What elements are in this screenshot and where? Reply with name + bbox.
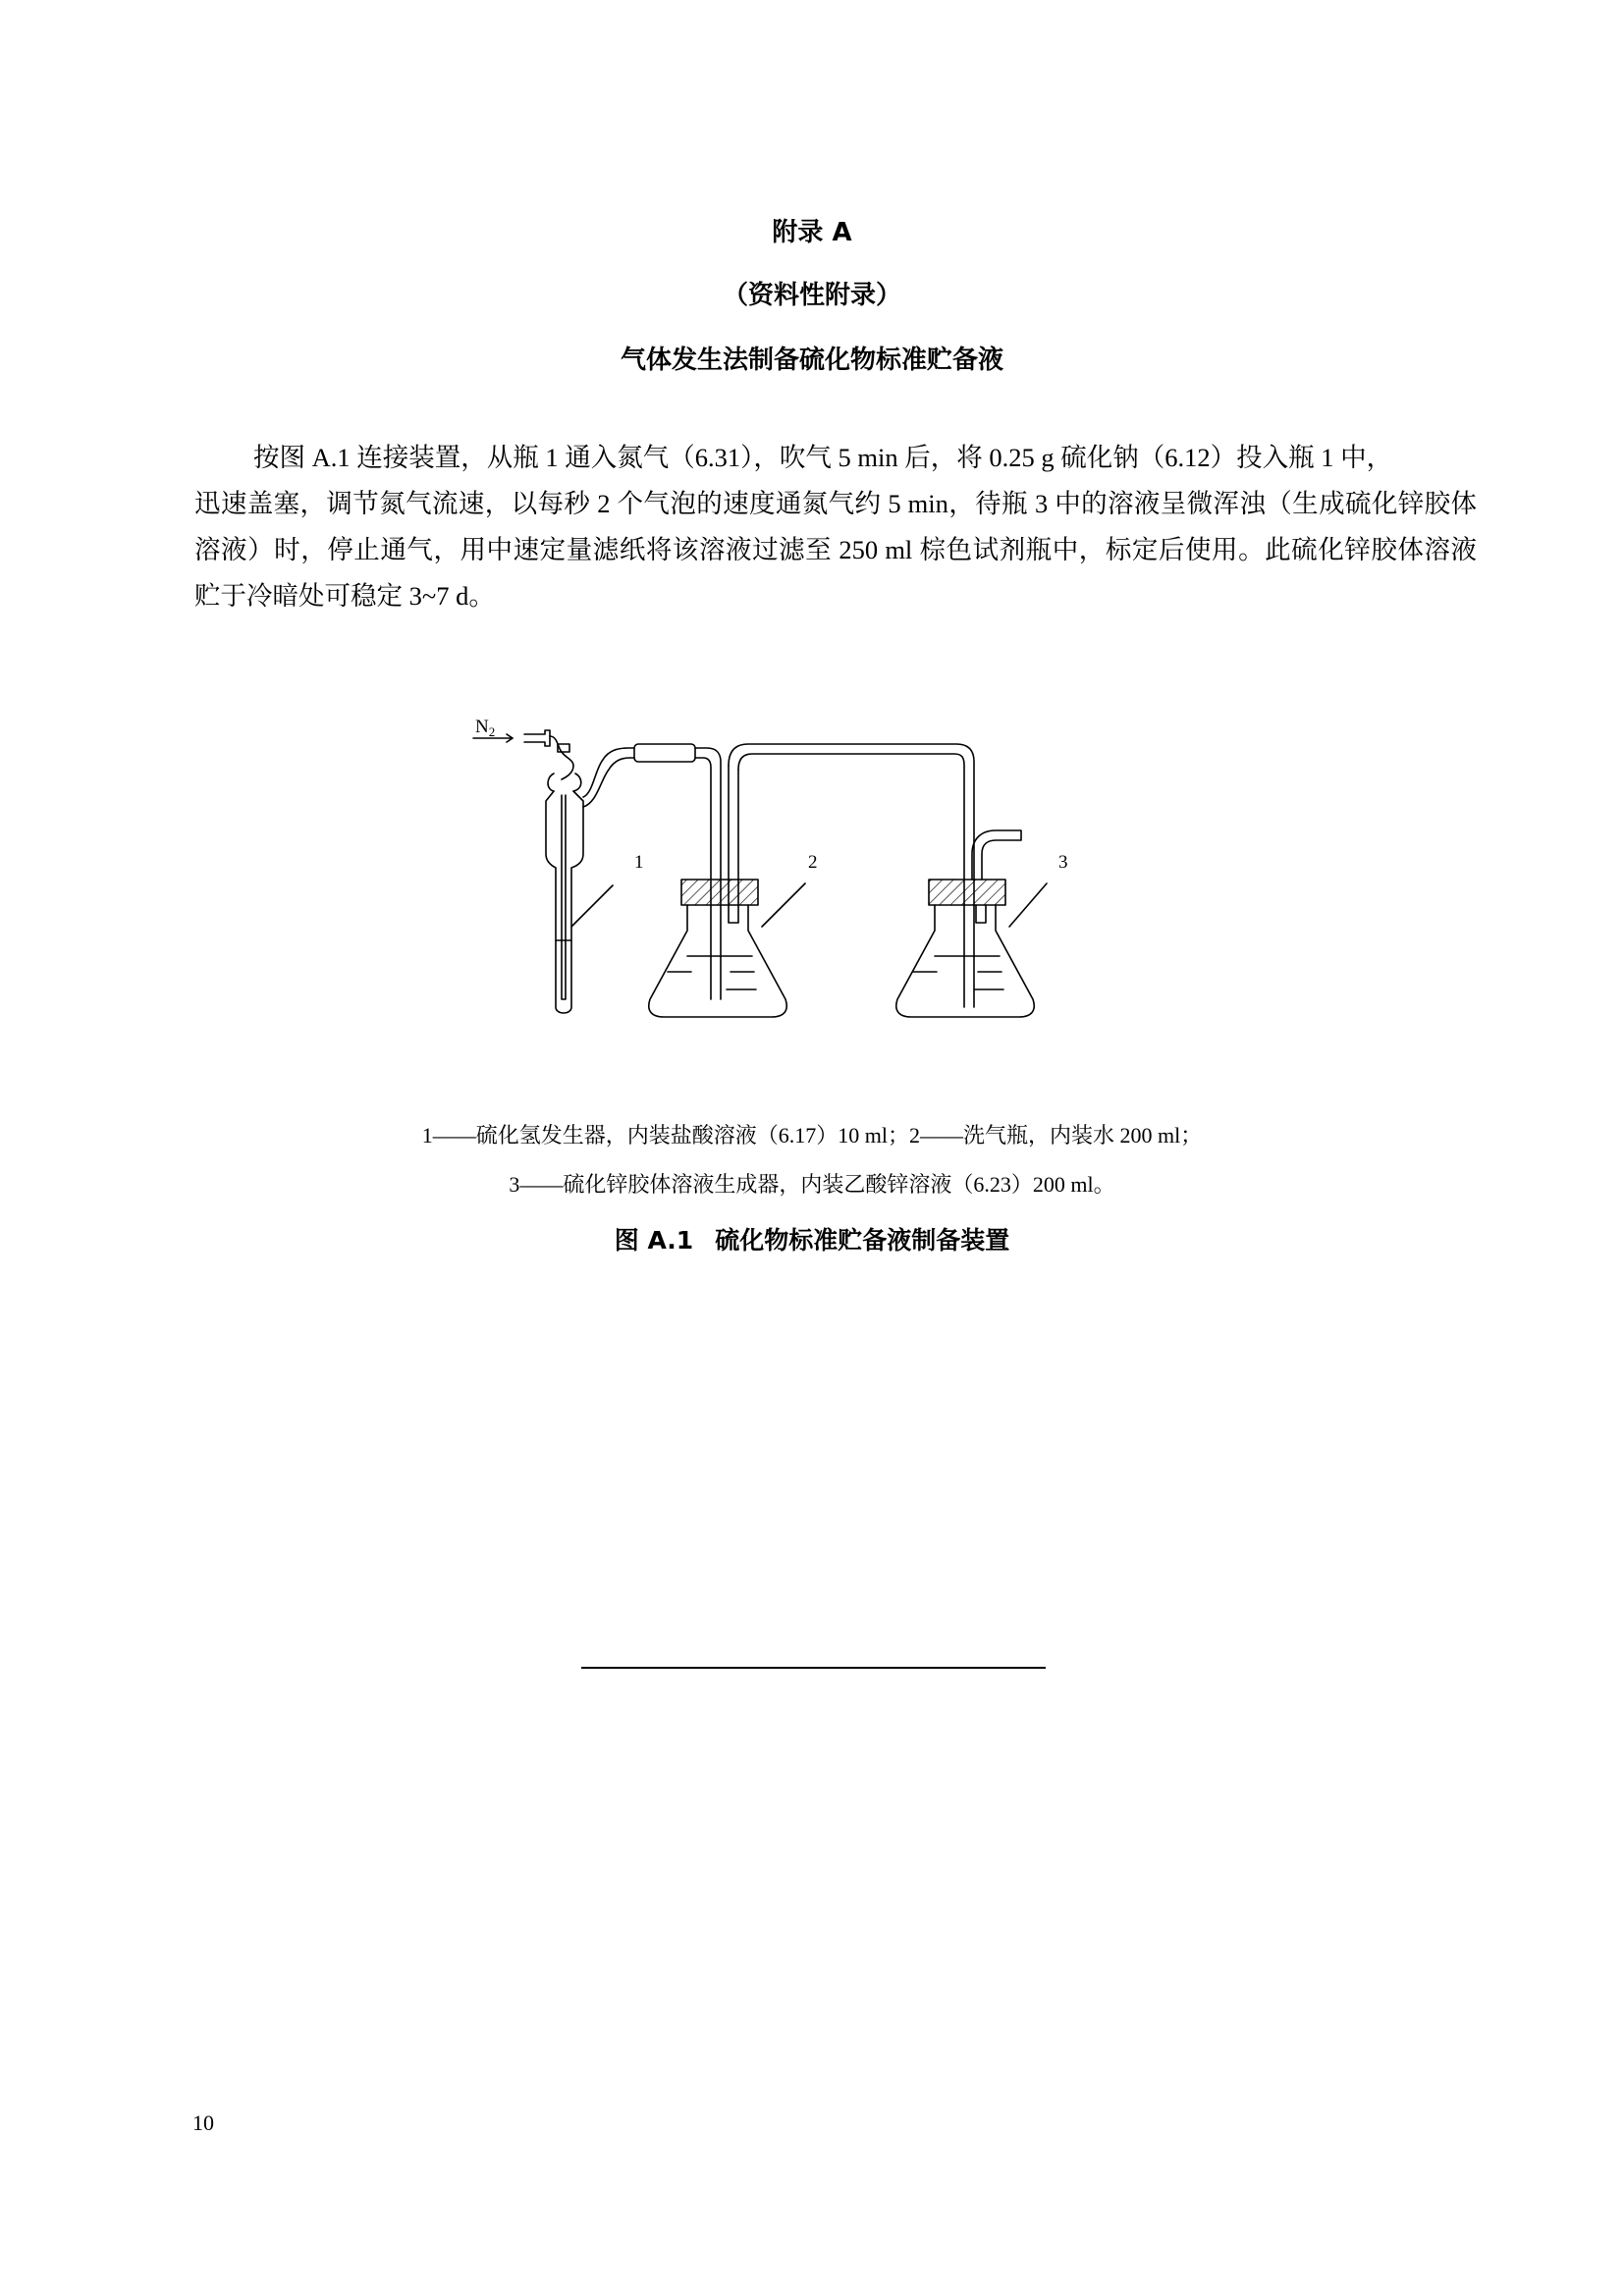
figure-legend-line2: 3——硫化锌胶体溶液生成器，内装乙酸锌溶液（6.23）200 ml。 xyxy=(509,1172,1115,1197)
paragraph-first-line: 按图 A.1 连接装置，从瓶 1 通入氮气（6.31），吹气 5 min 后，将 0.25 g 硫化钠（6.12）投入瓶 1 中， xyxy=(253,443,1393,472)
figure-legend-line1: 1——硫化氢发生器，内装盐酸溶液（6.17）10 ml；2——洗气瓶，内装水 200 ml； xyxy=(421,1123,1203,1148)
part-label-2: 2 xyxy=(808,852,818,873)
generator-flask xyxy=(896,830,1034,1017)
leader-line-1 xyxy=(571,885,613,927)
figure-title xyxy=(0,1221,1624,1256)
appendix-title: 附录 A xyxy=(772,218,852,247)
figure-number: 图 A.1 xyxy=(614,1226,694,1255)
page-number: 10 xyxy=(192,2110,214,2135)
gas-label: $N_2$ xyxy=(475,717,496,739)
body-paragraph xyxy=(194,435,1477,619)
part-label-3: 3 xyxy=(1058,852,1068,873)
part-label-1: 1 xyxy=(634,852,644,873)
leader-line-2 xyxy=(762,883,805,927)
end-rule xyxy=(581,1667,1046,1669)
washing-flask xyxy=(649,766,786,1017)
apparatus-diagram xyxy=(461,699,1110,1042)
connector-tube-1-2 xyxy=(634,744,721,999)
paragraph-rest: 迅速盖塞，调节氮气流速，以每秒 2 个气泡的速度通氮气约 5 min，待瓶 3 中的溶液呈微浑浊（生成硫化锌胶体溶液）时，停止通气，用中速定量滤纸将该溶液过滤至 250 ml 棕色试剂瓶中，标定后使用。此硫化锌胶体溶液贮于冷暗处可稳定 3~7 d。 xyxy=(194,489,1477,611)
appendix-subtitle: 气体发生法制备硫化物标准贮备液 xyxy=(620,346,1003,375)
connector-tube-2-3 xyxy=(729,744,974,1007)
appendix-type: （资料性附录） xyxy=(722,281,901,310)
generator-tube xyxy=(524,730,634,1013)
figure-title-text: 硫化物标准贮备液制备装置 xyxy=(715,1226,1010,1255)
leader-line-3 xyxy=(1009,883,1047,927)
